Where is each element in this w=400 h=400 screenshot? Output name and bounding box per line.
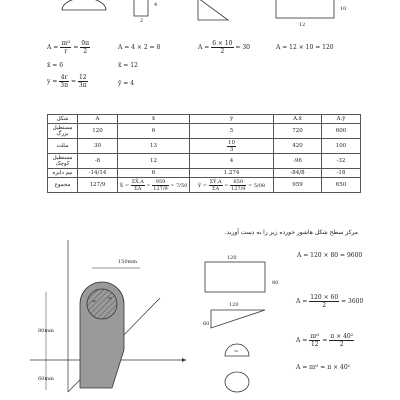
header-y: ȳ bbox=[190, 115, 274, 124]
cell-y: 5 bbox=[190, 124, 274, 139]
header-Ax: A.x̄ bbox=[274, 115, 322, 124]
cell-y: 4 bbox=[190, 154, 274, 169]
rect-height-label: 80 bbox=[272, 280, 279, 286]
centroid-table bbox=[47, 114, 361, 193]
semicircle-radius-label: 30 bbox=[234, 349, 238, 353]
cell-Ay: -32 bbox=[322, 154, 361, 169]
tri-area-formula: A = $\frac{120 \times 60}{2}$ = 3600 bbox=[296, 294, 364, 309]
small-rectangle-shape bbox=[134, 0, 148, 16]
tri-width-label: 120 bbox=[229, 302, 239, 308]
semicircle-area-formula: A = $\frac{\text{πr²}}{12}$ = $\frac{\text{π × 40²}}{2}$ bbox=[296, 333, 354, 348]
table-row bbox=[48, 124, 361, 139]
row-label: مثلث bbox=[48, 139, 78, 154]
circle-part bbox=[225, 372, 249, 392]
area-formula-large-rectangle: A = 12 × 10 = 120 bbox=[276, 44, 334, 51]
cell-Ay: 600 bbox=[322, 124, 361, 139]
header-A: A bbox=[78, 115, 118, 124]
cell-A: 120 bbox=[78, 124, 118, 139]
rectangle-part bbox=[205, 262, 265, 292]
tri-height-label: 60 bbox=[203, 321, 210, 327]
hatched-shape-drawing bbox=[0, 240, 200, 400]
cell-Ax: 420 bbox=[274, 139, 322, 154]
total-A: 127/9 bbox=[78, 178, 118, 193]
dimension-bottom: 60mm bbox=[38, 376, 54, 382]
area-formula-rectangle: A = 4 × 2 = 8 bbox=[118, 44, 161, 51]
header-shape: شکل bbox=[48, 115, 78, 124]
rect-area-formula: A = 120 × 80 = 9600 bbox=[297, 252, 363, 259]
table-row bbox=[48, 169, 361, 178]
centroid-x-semicircle: x̄ = 6 bbox=[47, 62, 64, 69]
table-row bbox=[48, 154, 361, 169]
large-rectangle-shape bbox=[276, 0, 334, 18]
cell-y: $\frac{10}{3}$ bbox=[190, 139, 274, 154]
total-Ax: 959 bbox=[274, 178, 322, 193]
table-total-row bbox=[48, 178, 361, 193]
header-Ay: A.ȳ bbox=[322, 115, 361, 124]
header-x: x̄ bbox=[118, 115, 190, 124]
total-y-formula: Ȳ = $\frac{\Sigma Ȳ.A}{\Sigma A}$ = $\frac{650}{127/9}$ = 5/08 bbox=[190, 178, 274, 193]
triangle-shape bbox=[198, 0, 228, 20]
triangle-part bbox=[211, 310, 265, 328]
cell-x: 6 bbox=[118, 169, 190, 178]
cell-A: -8 bbox=[78, 154, 118, 169]
centroid-y-rectangle: ȳ = 4 bbox=[118, 80, 135, 87]
table-row bbox=[48, 139, 361, 154]
dim-label-2: 2 bbox=[140, 18, 144, 24]
cell-Ay: 100 bbox=[322, 139, 361, 154]
cell-A: 30 bbox=[78, 139, 118, 154]
area-formula-triangle: A = $\frac{6 \times 10}{2}$ = 30 bbox=[198, 40, 250, 55]
row-label: مستطیل کوچک bbox=[48, 154, 78, 169]
cell-Ay: -18 bbox=[322, 169, 361, 178]
row-label: نیم دایره bbox=[48, 169, 78, 178]
cell-A: -14/14 bbox=[78, 169, 118, 178]
decomposed-shapes bbox=[195, 240, 395, 400]
total-Ay: 650 bbox=[322, 178, 361, 193]
rect-width-label: 120 bbox=[227, 255, 237, 261]
total-x-formula: X̄ = $\frac{\Sigma X̄.A}{\Sigma A}$ = $\frac{959}{127/9}$ = 7/50 bbox=[118, 178, 190, 193]
dim-label-4: 4 bbox=[154, 2, 158, 8]
total-label: مجموع bbox=[48, 178, 78, 193]
cell-Ax: -84/8 bbox=[274, 169, 322, 178]
radius-label-2: 90 bbox=[108, 296, 112, 300]
dim-label-10: 10 bbox=[340, 6, 347, 12]
cell-Ax: -96 bbox=[274, 154, 322, 169]
cell-x: 12 bbox=[118, 154, 190, 169]
row-label: مستطیل بزرگ bbox=[48, 124, 78, 139]
radius-label-1: 90 bbox=[92, 299, 96, 303]
cell-Ax: 720 bbox=[274, 124, 322, 139]
cell-x: 13 bbox=[118, 139, 190, 154]
dimension-top: 150mm bbox=[118, 259, 138, 265]
cell-y: 1.274 bbox=[190, 169, 274, 178]
area-formula-semicircle: A = $\frac{\text{πr²}}{r}$ = $\frac{9\pi}{2}$ bbox=[47, 40, 90, 55]
dimension-left: 80mm bbox=[38, 328, 54, 334]
problem-instruction: مرکز سطح شکل هاشور خورده زیر را به دست آورید. bbox=[224, 229, 358, 236]
cell-x: 6 bbox=[118, 124, 190, 139]
centroid-x-rectangle: x̄ = 12 bbox=[118, 62, 138, 69]
dim-label-12: 12 bbox=[299, 22, 306, 28]
table-header-row bbox=[48, 115, 361, 124]
semicircle-shape bbox=[62, 0, 106, 10]
circle-area-formula: A = πr² = π × 40² bbox=[296, 364, 351, 371]
centroid-y-semicircle: y = $\frac{4r}{3\pi}$ = $\frac{12}{3\pi}$ bbox=[47, 74, 87, 89]
